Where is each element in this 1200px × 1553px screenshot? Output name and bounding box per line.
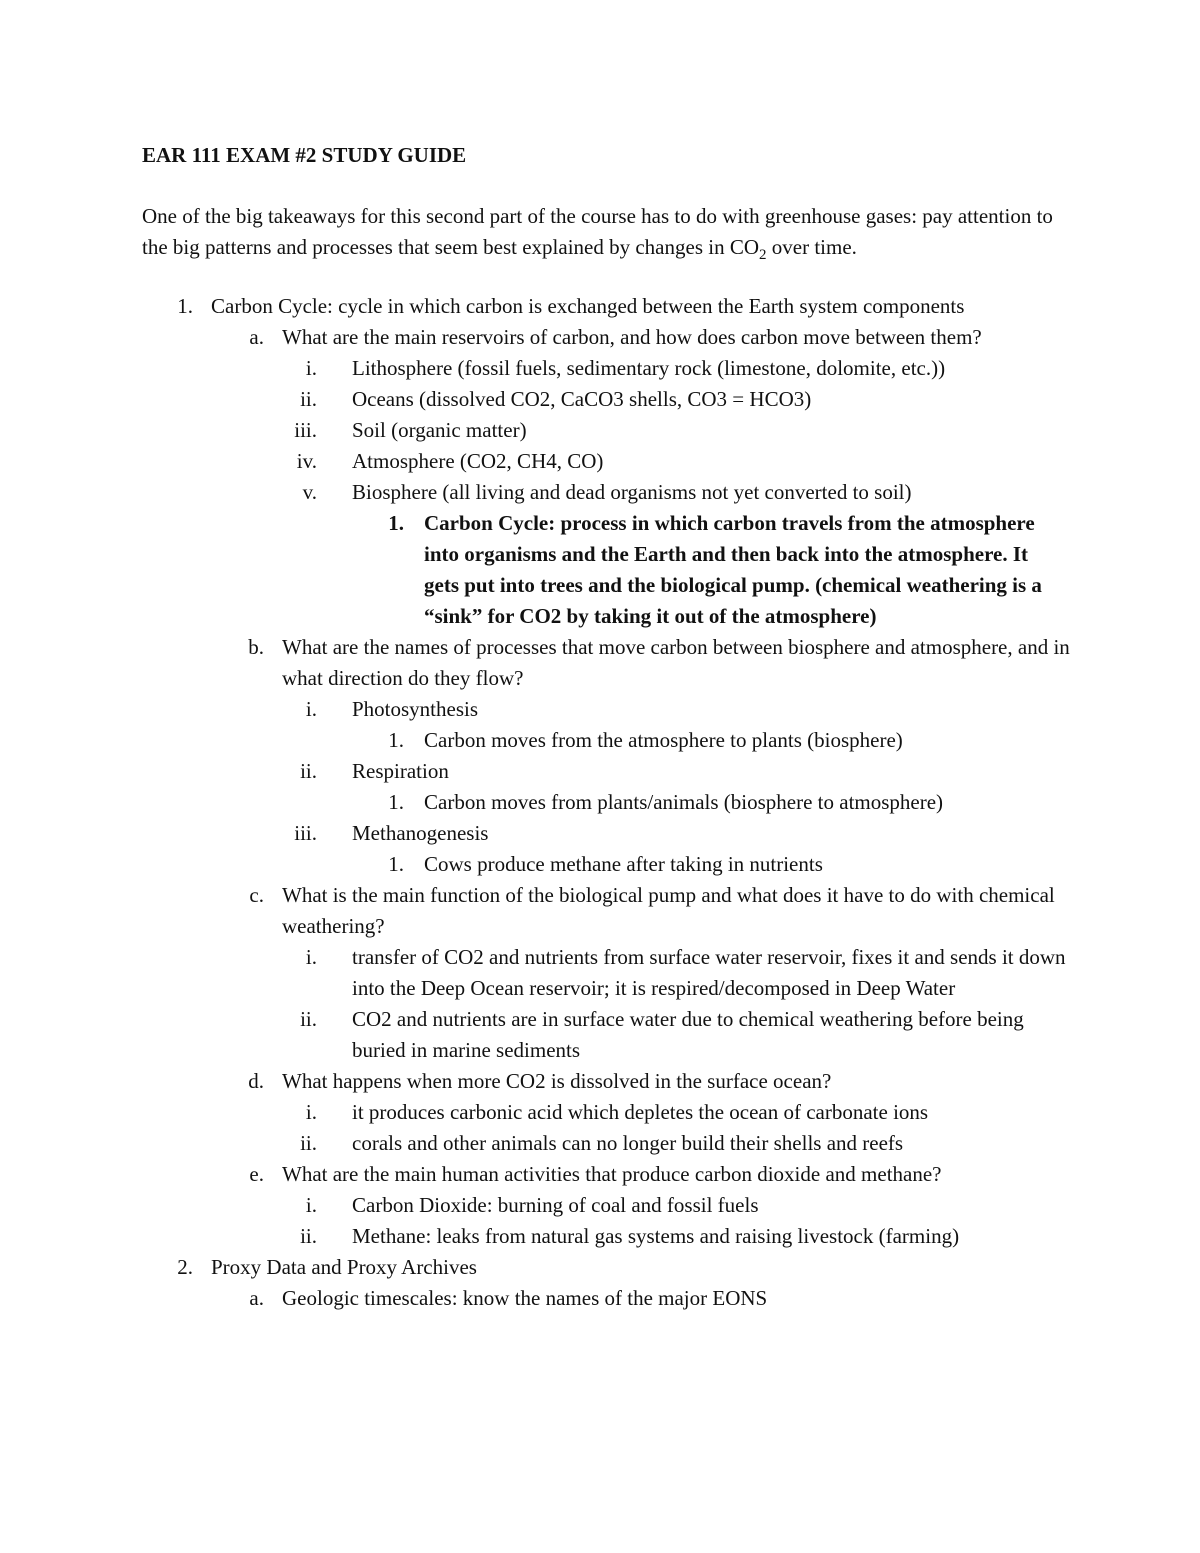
list-marker: iii. <box>294 821 317 845</box>
list-marker: ii. <box>300 759 317 783</box>
list-marker: d. <box>248 1069 264 1093</box>
list-item-text: Carbon Dioxide: burning of coal and fossil fuels <box>352 1193 759 1217</box>
outline-item-level-2 <box>0 1159 1072 1190</box>
list-marker: i. <box>305 945 317 969</box>
outline-item-level-3 <box>0 1190 1072 1221</box>
list-item-text: Lithosphere (fossil fuels, sedimentary rock (limestone, dolomite, etc.)) <box>352 356 946 380</box>
outline-item-level-3 <box>0 818 1072 849</box>
list-item-text: Methanogenesis <box>352 821 489 845</box>
outline-item-level-3 <box>0 1221 1072 1252</box>
outline-item-level-1 <box>0 1252 1081 1283</box>
list-item-text: What are the main human activities that produce carbon dioxide and methane? <box>282 1162 942 1186</box>
list-item-text: What happens when more CO2 is dissolved in the surface ocean? <box>282 1069 832 1093</box>
outline-item-level-2 <box>0 1283 1072 1314</box>
outline-list <box>0 291 1200 1314</box>
outline-item-level-2 <box>0 1066 1072 1097</box>
intro-text: One of the big takeaways for this second part of the course has to do with greenhouse gases: pay attention to the big patterns and processes that seem best explained by changes in CO <box>142 204 1053 259</box>
outline-item-level-3 <box>0 477 1072 508</box>
intro-paragraph <box>142 201 1082 263</box>
list-item-text: Carbon moves from the atmosphere to plants (biosphere) <box>424 728 903 752</box>
list-marker: 1. <box>388 511 404 535</box>
outline-item-level-3 <box>0 942 1072 1004</box>
list-marker: i. <box>305 697 317 721</box>
list-item-text: corals and other animals can no longer build their shells and reefs <box>352 1131 904 1155</box>
list-marker: v. <box>302 480 317 504</box>
list-marker: ii. <box>300 1007 317 1031</box>
list-item-text: Oceans (dissolved CO2, CaCO3 shells, CO3 = HCO3) <box>352 387 812 411</box>
list-marker: ii. <box>300 1131 317 1155</box>
list-item-text: it produces carbonic acid which depletes the ocean of carbonate ions <box>352 1100 929 1124</box>
list-marker: ii. <box>300 1224 317 1248</box>
outline-item-level-3 <box>0 1128 1072 1159</box>
list-marker: iii. <box>294 418 317 442</box>
intro-subscript: 2 <box>759 247 767 264</box>
list-item-text: Respiration <box>352 759 449 783</box>
list-item-text: CO2 and nutrients are in surface water due to chemical weathering before being buried in marine sediments <box>352 1007 1024 1062</box>
list-item-text: What are the main reservoirs of carbon, and how does carbon move between them? <box>282 325 982 349</box>
list-item-text: Cows produce methane after taking in nutrients <box>424 852 823 876</box>
outline-item-level-4 <box>0 849 1044 880</box>
list-item-text: Biosphere (all living and dead organisms not yet converted to soil) <box>352 480 912 504</box>
list-marker: 1. <box>388 728 404 752</box>
list-item-text: Carbon Cycle: process in which carbon travels from the atmosphere into organisms and the Earth and then back into the atmosphere. It gets put into trees and the biological pump. (chemical weathering is a “sink” for CO2 by taking it out of the atmosphere) <box>424 511 1042 628</box>
list-item-text: Carbon moves from plants/animals (biosphere to atmosphere) <box>424 790 944 814</box>
list-marker: e. <box>249 1162 264 1186</box>
list-marker: 1. <box>388 790 404 814</box>
outline-item-level-3 <box>0 384 1072 415</box>
list-item-text: Proxy Data and Proxy Archives <box>211 1255 477 1279</box>
outline-item-level-3 <box>0 1004 1072 1066</box>
intro-text-end: over time. <box>766 235 857 259</box>
list-marker: a. <box>249 325 264 349</box>
list-marker: a. <box>249 1286 264 1310</box>
list-item-text: Geologic timescales: know the names of the major EONS <box>282 1286 768 1310</box>
outline-item-level-2 <box>0 322 1072 353</box>
list-marker: iv. <box>296 449 317 473</box>
list-item-text: Methane: leaks from natural gas systems and raising livestock (farming) <box>352 1224 960 1248</box>
outline-item-level-2 <box>0 880 1072 942</box>
list-marker: ii. <box>300 387 317 411</box>
list-marker: 1. <box>388 852 404 876</box>
list-item-text: transfer of CO2 and nutrients from surface water reservoir, fixes it and sends it down into the Deep Ocean reservoir; it is respired/decomposed in Deep Water <box>352 945 1066 1000</box>
outline-item-level-1 <box>0 291 1081 322</box>
outline-item-level-4 <box>0 787 1044 818</box>
list-item-text: What are the names of processes that move carbon between biosphere and atmosphere, and in what direction do they flow? <box>282 635 1070 690</box>
list-item-text: Soil (organic matter) <box>352 418 527 442</box>
list-item-text: Carbon Cycle: cycle in which carbon is exchanged between the Earth system components <box>211 294 965 318</box>
outline-item-level-3 <box>0 353 1072 384</box>
outline-item-level-3 <box>0 446 1072 477</box>
outline-item-level-3 <box>0 756 1072 787</box>
outline-item-level-4 <box>0 725 1044 756</box>
list-item-text: What is the main function of the biological pump and what does it have to do with chemical weathering? <box>282 883 1055 938</box>
list-item-text: Atmosphere (CO2, CH4, CO) <box>352 449 604 473</box>
list-marker: c. <box>249 883 264 907</box>
list-marker: 1. <box>177 294 193 318</box>
outline-item-level-3 <box>0 415 1072 446</box>
outline-item-level-4 <box>0 508 1044 632</box>
list-marker: i. <box>305 356 317 380</box>
list-marker: 2. <box>177 1255 193 1279</box>
outline-item-level-2 <box>0 632 1072 694</box>
list-item-text: Photosynthesis <box>352 697 479 721</box>
outline-item-level-3 <box>0 694 1072 725</box>
page-title: EAR 111 EXAM #2 STUDY GUIDE <box>142 143 467 167</box>
outline-item-level-3 <box>0 1097 1072 1128</box>
list-marker: i. <box>305 1100 317 1124</box>
list-marker: b. <box>248 635 264 659</box>
list-marker: i. <box>305 1193 317 1217</box>
